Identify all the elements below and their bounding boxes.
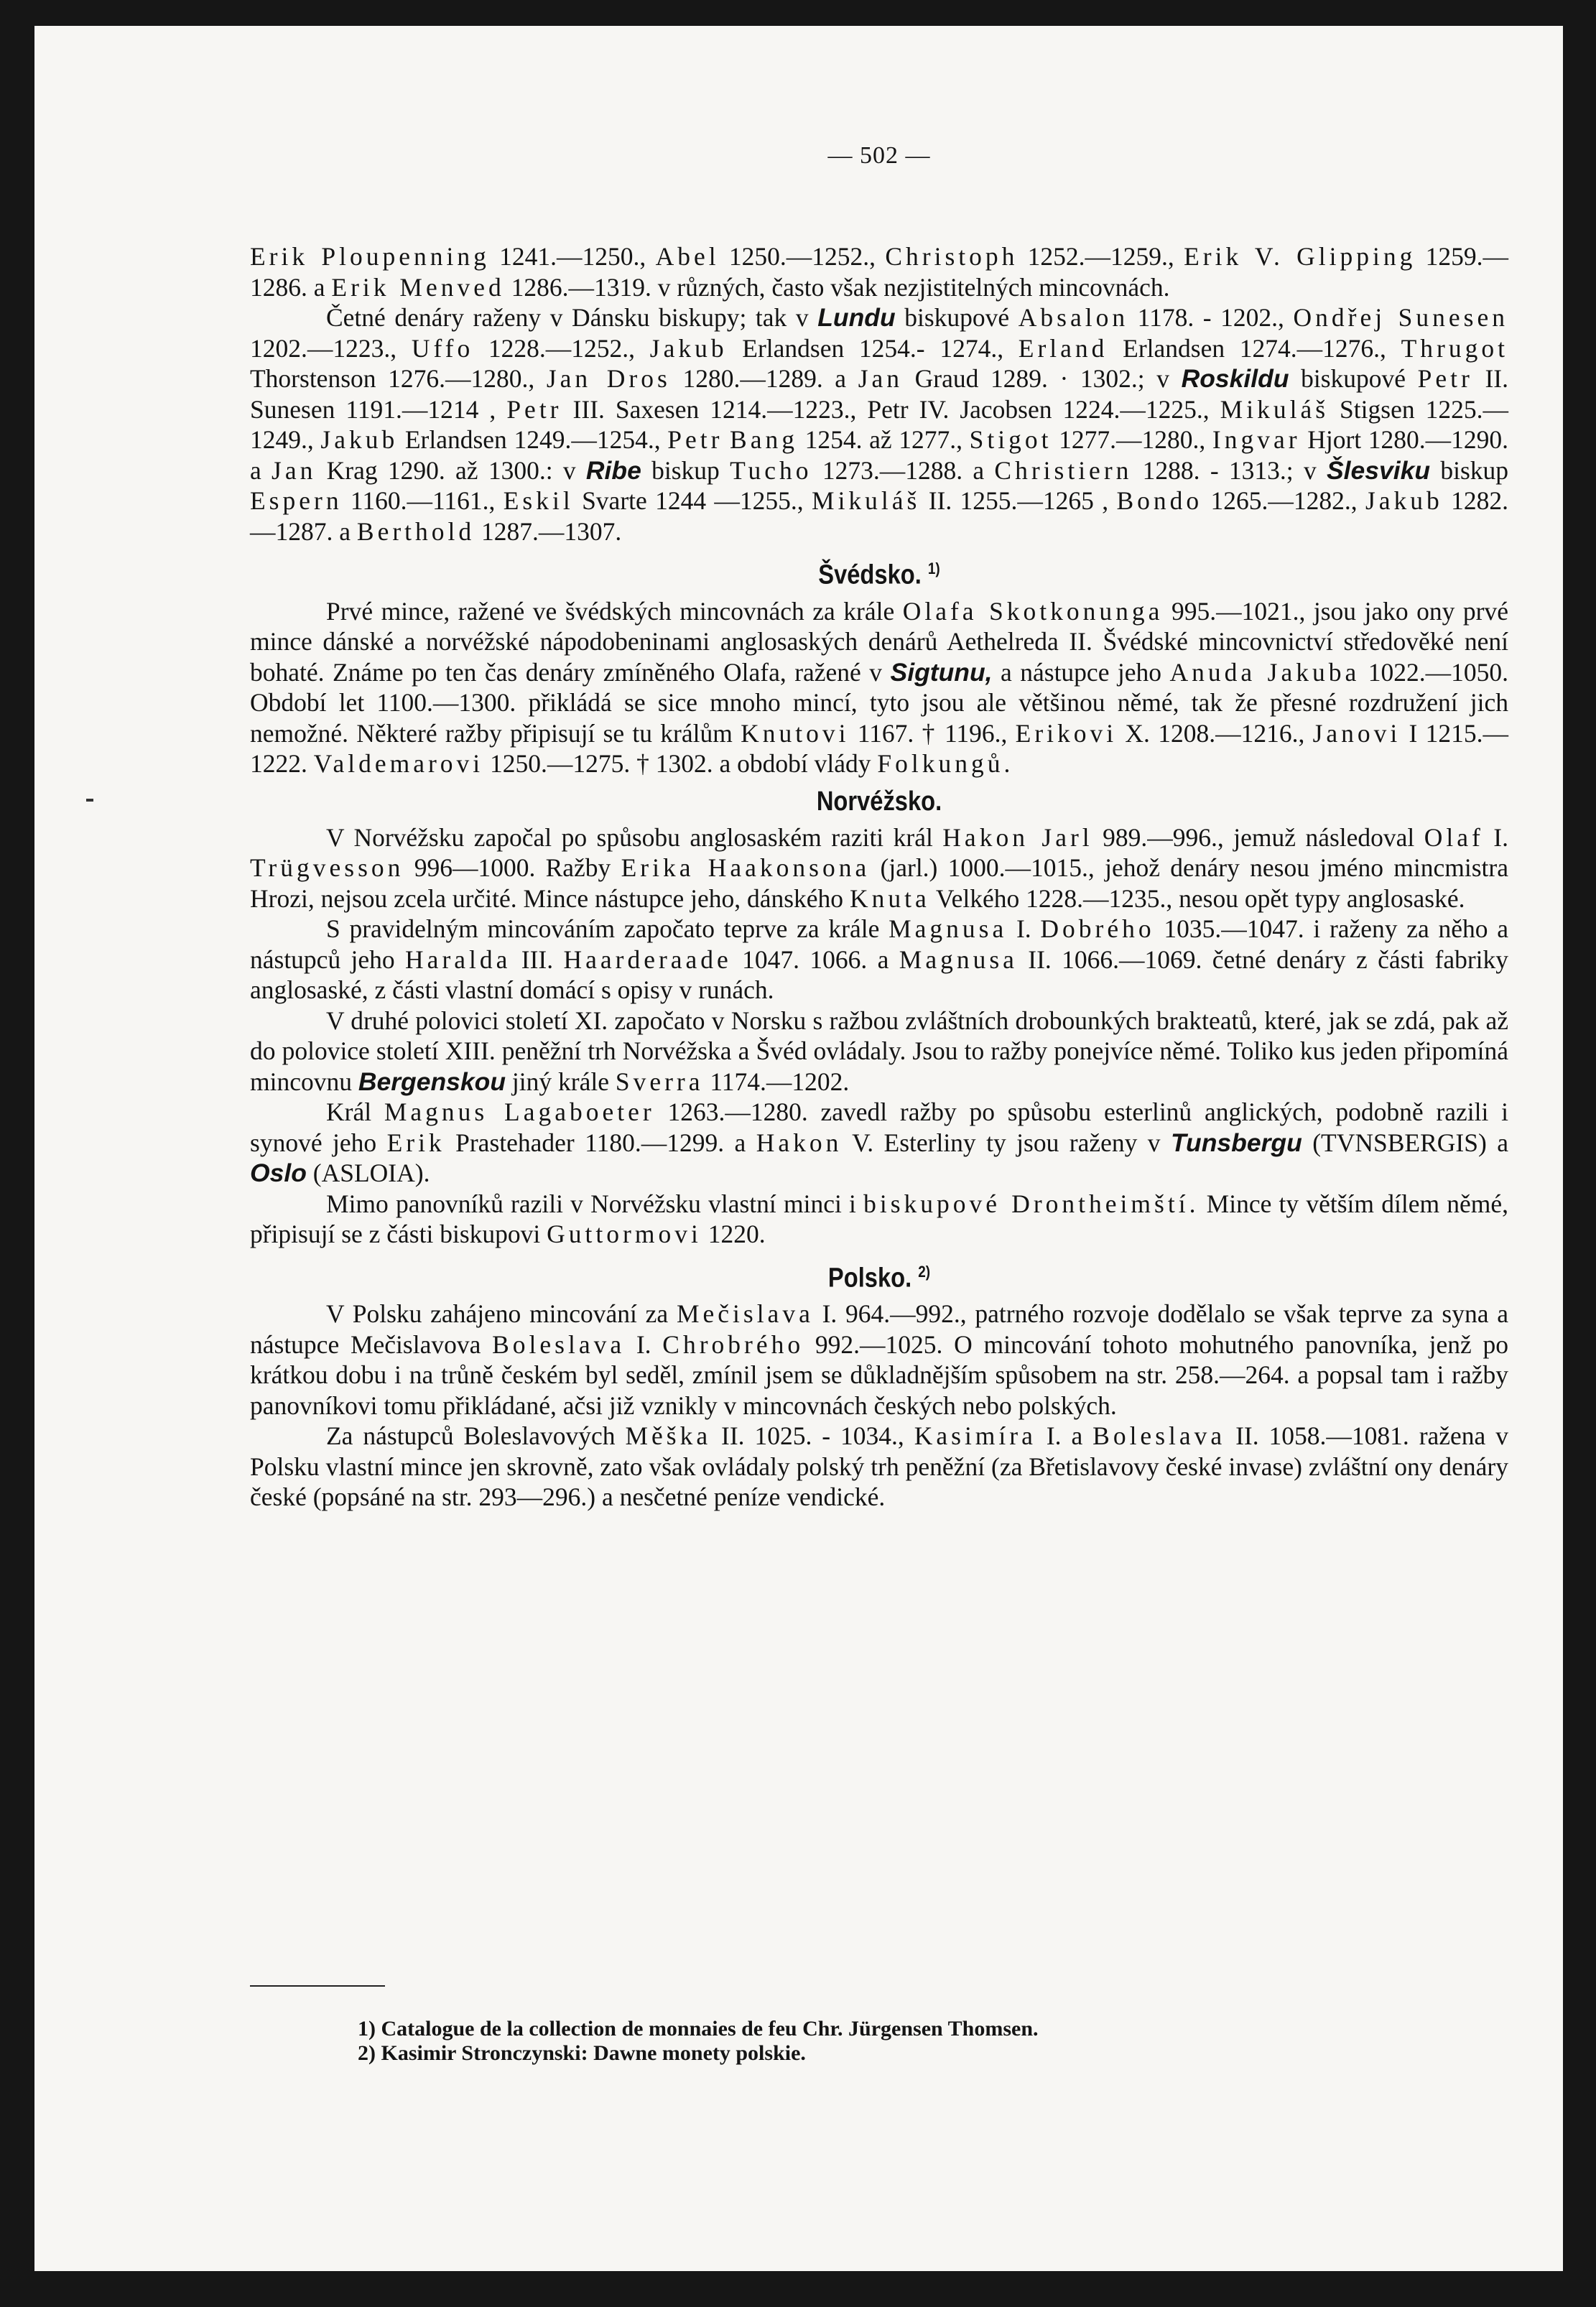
text-run: 1250.—1275. † 1302. a období vlády — [483, 749, 878, 779]
place-name: Šlesviku — [1326, 455, 1431, 485]
spaced-name: Anuda Jakuba — [1169, 657, 1360, 687]
text-run: 1280.—1289. a — [670, 364, 858, 393]
spaced-name: Magnusa — [899, 944, 1018, 974]
text-run: Mince ty větším dílem němé, připisují se z části biskupovi — [250, 1189, 1509, 1249]
text-run: II. 1025. - 1034., — [711, 1421, 914, 1451]
spaced-name: Erika Haakonsona — [621, 853, 871, 883]
spaced-name: Boleslava — [492, 1329, 626, 1359]
spaced-name: Erik V. Glipping — [1184, 242, 1416, 271]
section-heading-heading-poland — [338, 1255, 1421, 1295]
text-run: 1178. - 1202., — [1128, 303, 1294, 332]
heading-text: Švédsko. — [818, 560, 922, 590]
text-run: 992.—1025. O mincování tohoto mohutného panovníka, jenž po krátkou dobu i na trůně českém byl seděl, zmínil jsem se důkladnějším spůsobem na str. 258.—264. a popsal tam i ražby panovníkovi tomu přikládané, ačsi již vznikly v mincovnách českých nebo polských. — [250, 1329, 1508, 1420]
text-run: II. 1255.—1265 , — [920, 486, 1117, 515]
text-run: Svarte 1244 —1255., — [573, 486, 812, 515]
text-run: 1160.—1161., — [342, 486, 504, 515]
spaced-name: Magnusa — [889, 914, 1008, 944]
text-run: III. — [511, 944, 564, 974]
text-run: 1263.—1280. zavedl ražby po spůsobu esterlinů anglických, podobně razili i synové jeho — [250, 1097, 1508, 1157]
text-run: biskupové — [1289, 364, 1418, 393]
text-run: I. — [1483, 822, 1508, 852]
text-run: 1252.—1259., — [1018, 242, 1184, 271]
text-run: Erlandsen 1254.- 1274., — [727, 333, 1019, 363]
spaced-name: Jan — [858, 364, 904, 393]
spaced-name: Espern — [250, 486, 343, 515]
paragraph-denmark-bishops — [250, 302, 1508, 547]
text-run: V Polsku zahájeno mincování za — [326, 1299, 677, 1329]
spaced-name: Janovi — [1312, 718, 1401, 748]
text-run: I. 964.—992., patrného rozvoje dodělalo se však teprve za syna a nástupce Mečislavova — [250, 1299, 1508, 1359]
text-run: Erlandsen 1274.—1276., — [1108, 333, 1401, 363]
text-run: 989.—996., jemuž následoval — [1092, 822, 1424, 852]
spaced-name: Hakon — [756, 1128, 843, 1157]
text-run: S pravidelným mincováním započato teprve za krále — [326, 914, 889, 944]
text-run: 1282.—1287. a — [250, 486, 1508, 546]
paragraph-norway-2 — [250, 914, 1508, 1006]
spaced-name: Olafa Skotkonunga — [902, 596, 1164, 626]
footnote-separator — [250, 1985, 385, 1987]
text-run: 1287.—1307. — [475, 516, 622, 546]
spaced-name: Dobrého — [1040, 914, 1155, 944]
paragraph-norway-4 — [250, 1097, 1508, 1189]
text-run: (ASLOIA). — [306, 1159, 430, 1188]
text-run: Prvé mince, ražené ve švédských mincovnách za krále — [326, 596, 903, 626]
spaced-name: Absalon — [1018, 303, 1129, 332]
text-run: I. — [625, 1329, 663, 1359]
spaced-name: Mikuláš — [812, 486, 921, 515]
spaced-name: Knuta — [849, 883, 930, 913]
text-run: 1259.—1286. a — [250, 242, 1509, 302]
section-heading-heading-norway — [338, 785, 1421, 818]
text-run: V Norvéžsku započal po spůsobu anglosaském raziti král — [326, 822, 943, 852]
paragraph-sweden-1 — [250, 596, 1508, 779]
footnote-1: 1) Catalogue de la collection de monnaies de feu Chr. Jürgensen Thomsen. — [358, 2017, 1039, 2041]
text-run: Hjort 1280.—1290. a — [250, 425, 1509, 485]
spaced-name: Trügvesson — [250, 853, 404, 883]
spaced-name: Folkungů. — [877, 749, 1014, 779]
spaced-name: Jakub — [649, 333, 728, 363]
paragraph-poland-1 — [250, 1299, 1508, 1421]
spaced-name: biskupové Drontheimští. — [863, 1189, 1200, 1218]
text-run: 1022.—1050. Období let 1100.—1300. přikládá se sice mnoho mincí, tyto jsou ale většinou němé, tak že přesné rozdružení jich nemožné. Některé ražby připisují se tu králům — [250, 657, 1509, 748]
spaced-name: Měška — [625, 1421, 712, 1451]
text-run: 1167. † 1196., — [849, 718, 1016, 748]
spaced-name: Boleslava — [1092, 1421, 1226, 1451]
place-name: Lundu — [817, 303, 896, 332]
spaced-name: Erik — [386, 1128, 445, 1157]
spaced-name: Tucho — [730, 455, 812, 485]
spaced-name: Jan Dros — [546, 364, 671, 393]
footnote-2: 2) Kasimir Stronczynski: Dawne monety polskie. — [358, 2041, 806, 2065]
place-name: Roskildu — [1181, 364, 1289, 393]
spaced-name: Kasimíra — [914, 1421, 1036, 1451]
text-run: Prastehader 1180.—1299. a — [445, 1128, 756, 1157]
page-number: — 502 — — [827, 142, 931, 169]
text-run: 1228.—1252., — [473, 333, 650, 363]
spaced-name: Uffo — [411, 333, 474, 363]
text-run: Mimo panovníků razili v Norvéžsku vlastní minci i — [326, 1189, 864, 1218]
paragraph-norway-1 — [250, 822, 1508, 914]
text-run: 1174.—1202. — [703, 1067, 850, 1096]
text-run: 995.—1021., jsou jako ony prvé mince dánské a norvéžské nápodobeninami anglosaských denárů Aethelreda II. Švédské mincovnictví středověké není bohaté. Známe po ten čas denáry zmíněného Olafa, ražené v — [250, 596, 1508, 687]
spaced-name: Erik Ploupenning — [250, 242, 490, 271]
text-run: 1220. — [701, 1220, 766, 1249]
text-run: I. a — [1036, 1421, 1093, 1451]
text-run: I 1215.—1222. — [250, 718, 1509, 779]
spaced-name: Mikuláš — [1220, 394, 1330, 424]
text-run: Krag 1290. až 1300.: v — [316, 455, 586, 485]
place-name: Ribe — [585, 455, 641, 485]
spaced-name: Magnus Lagaboeter — [384, 1097, 655, 1127]
text-run: biskup — [641, 455, 730, 485]
spaced-name: Abel — [655, 242, 720, 271]
heading-text: Polsko. — [827, 1263, 912, 1294]
text-run: 1047. 1066. a — [731, 944, 899, 974]
spaced-name: Stigot — [969, 425, 1052, 454]
text-run: 1288. - 1313.; v — [1132, 455, 1327, 485]
spaced-name: Haralda — [405, 944, 511, 974]
text-run: 1250.—1252., — [719, 242, 886, 271]
spaced-name: Guttormovi — [547, 1220, 702, 1249]
spaced-name: Mečislava — [676, 1299, 814, 1329]
text-run: V. Esterliny ty jsou raženy v — [842, 1128, 1171, 1157]
spaced-name: Hakon Jarl — [942, 822, 1093, 852]
text-run: III. Saxesen 1214.—1223., Petr IV. Jacobsen 1224.—1225., — [562, 394, 1220, 424]
text-run: (TVNSBERGIS) a — [1302, 1128, 1508, 1157]
text-run: 1286.—1319. v různých, často však nezjistitelných mincovnách. — [504, 272, 1170, 302]
paragraph-norway-5 — [250, 1189, 1508, 1250]
spaced-name: Bondo — [1116, 486, 1203, 515]
spaced-name: Knutovi — [741, 718, 850, 748]
spaced-name: Bang — [730, 425, 798, 454]
text-run: jiný krále — [506, 1067, 616, 1096]
spaced-name: Haarderaade — [563, 944, 732, 974]
text-run: Erlandsen 1249.—1254., — [398, 425, 668, 454]
text-run: 1202.—1223., — [250, 333, 412, 363]
text-run: 996—1000. Ražby — [404, 853, 621, 883]
body-text — [250, 241, 1508, 1513]
text-run: Thorstenson 1276.—1280., — [250, 364, 547, 393]
text-run: Graud 1289. · 1302.; v — [903, 364, 1182, 393]
spaced-name: Thrugot — [1401, 333, 1508, 363]
text-run: V druhé polovici století XI. započato v Norsku s ražbou zvláštních drobounkých brakteatů, které, jak se zdá, pak až do polovice století XIII. peněžní trh Norvéžska a Švéd ovládaly. Jsou to ražby ponejvíce němé. Toliko kus jeden připomíná mincovnu — [250, 1006, 1508, 1096]
place-name: Bergenskou — [358, 1067, 506, 1096]
text-run: a nástupce jeho — [992, 657, 1170, 687]
spaced-name: Jakub — [320, 425, 399, 454]
spaced-name: Eskil — [503, 486, 574, 515]
margin-mark — [86, 799, 93, 802]
footnote-marker: 1) — [927, 560, 940, 577]
section-heading-heading-sweden — [338, 552, 1421, 592]
spaced-name: Jakub — [1365, 486, 1443, 515]
text-run: Velkého 1228.—1235., nesou opět typy anglosaské. — [929, 883, 1465, 913]
footnote-marker: 2) — [918, 1262, 931, 1281]
spaced-name: Petr — [506, 394, 562, 424]
spaced-name: Erik Menved — [331, 272, 505, 302]
paragraph-denmark-kings — [250, 241, 1508, 302]
text-run: I. — [1007, 914, 1041, 944]
text-run: X. 1208.—1216., — [1117, 718, 1313, 748]
text-run: 1241.—1250., — [489, 242, 656, 271]
text-run: biskupové — [895, 303, 1019, 332]
text-run: 1254. až 1277., — [797, 425, 970, 454]
paragraph-poland-2 — [250, 1421, 1508, 1513]
spaced-name: Berthold — [356, 516, 475, 546]
text-run: Četné denáry raženy v Dánsku biskupy; tak v — [326, 303, 818, 332]
text-run — [723, 425, 730, 454]
text-run: II. Sunesen 1191.—1214 , — [250, 364, 1508, 424]
spaced-name: Petr — [667, 425, 723, 454]
paragraph-norway-3 — [250, 1006, 1508, 1097]
spaced-name: Ingvar — [1212, 425, 1301, 454]
spaced-name: Erikovi — [1015, 718, 1118, 748]
spaced-name: Petr — [1417, 364, 1473, 393]
text-run: 1277.—1280., — [1052, 425, 1212, 454]
book-page — [34, 26, 1563, 2271]
text-run: II. 1058.—1081. ražena v Polsku vlastní mince jen skrovně, zato však ovládaly polský trh peněžní (za Břetislavovy české invase) zvláštní ony denáry české (popsáné na str. 293—296.) a nesčetné peníze vendické. — [250, 1421, 1508, 1512]
spaced-name: Ondřej Sunesen — [1293, 303, 1508, 332]
text-run: Král — [326, 1097, 384, 1127]
spaced-name: Christiern — [994, 455, 1133, 485]
footnotes — [250, 2017, 1508, 2066]
place-name: Tunsbergu — [1170, 1128, 1302, 1157]
spaced-name: Erland — [1018, 333, 1108, 363]
heading-text: Norvéžsko. — [816, 786, 942, 817]
text-run: Za nástupců Boleslavových — [326, 1421, 626, 1451]
spaced-name: Sverra — [615, 1067, 704, 1096]
text-run: biskup — [1430, 455, 1509, 485]
spaced-name: Chrobrého — [662, 1329, 804, 1359]
place-name: Oslo — [250, 1159, 307, 1188]
text-run: Stigsen 1225.—1249., — [250, 394, 1508, 454]
place-name: Sigtunu, — [890, 657, 993, 687]
spaced-name: Jan — [272, 455, 317, 485]
text-run: (jarl.) 1000.—1015., jehož denáry nesou jméno mincmistra Hrozi, nejsou zcela určité. Mince nástupce jeho, dánského — [250, 853, 1508, 913]
spaced-name: Valdemarovi — [313, 749, 484, 779]
spaced-name: Christoph — [885, 242, 1019, 271]
text-run: 1035.—1047. i raženy za něho a nástupců jeho — [250, 914, 1509, 974]
text-run: 1265.—1282., — [1202, 486, 1365, 515]
text-run: II. 1066.—1069. četné denáry z části fabriky anglosaské, z části vlastní domácí s opisy v runách. — [250, 944, 1509, 1005]
spaced-name: Olaf — [1424, 822, 1484, 852]
text-run: 1273.—1288. a — [812, 455, 995, 485]
